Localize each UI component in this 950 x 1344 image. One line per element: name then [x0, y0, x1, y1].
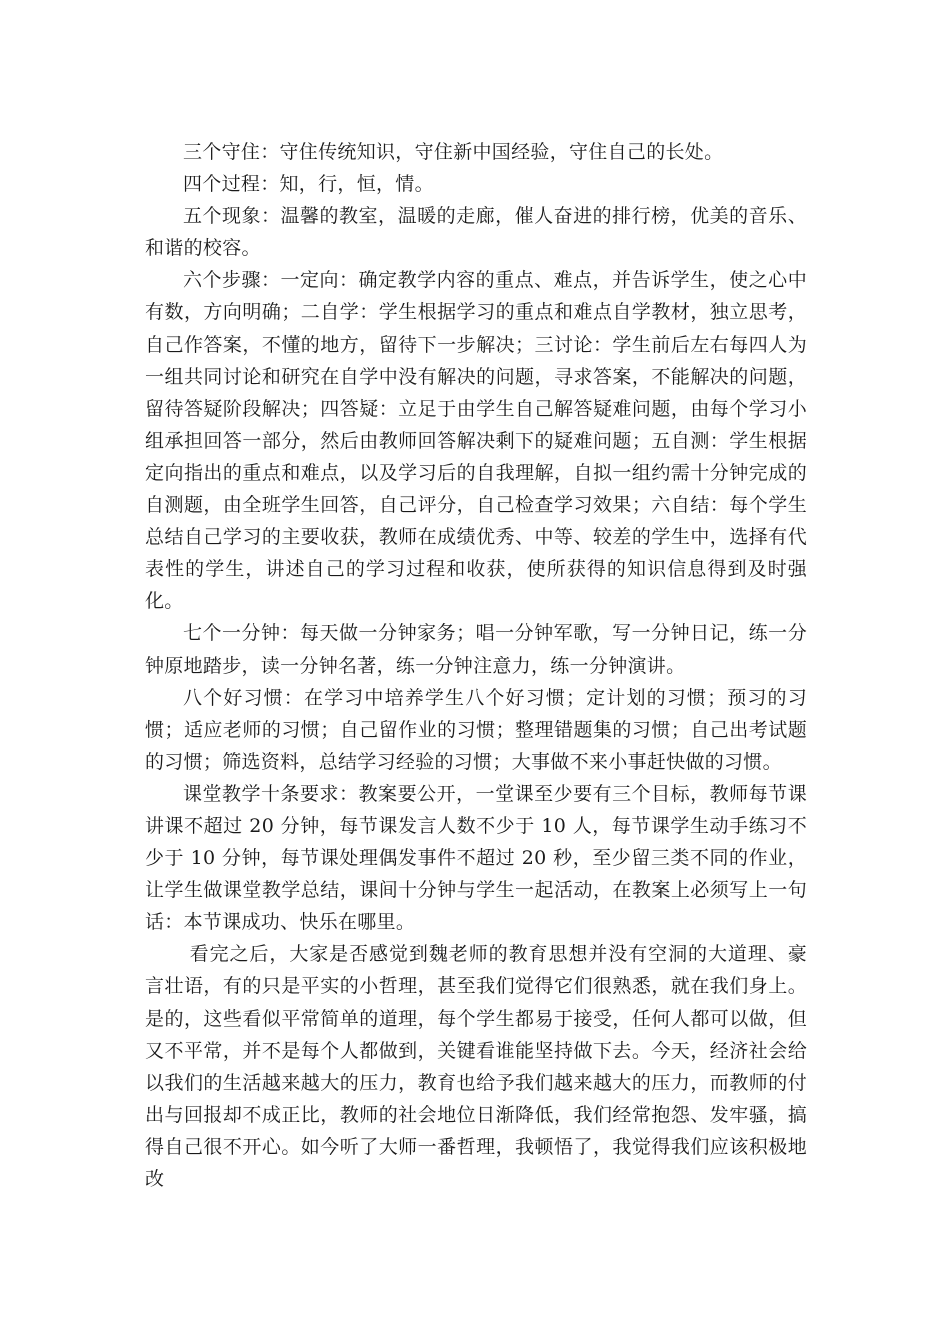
document-page [145, 136, 807, 1195]
paragraph-five-phenomena: 五个现象：温馨的教室，温暖的走廊，催人奋进的排行榜，优美的音乐、和谐的校容。 [145, 205, 807, 260]
paragraph-four-processes: 四个过程：知，行，恒，情。 [183, 173, 434, 196]
paragraph-three-keeps: 三个守住：守住传统知识，守住新中国经验，守住自己的长处。 [183, 141, 724, 163]
paragraph-eight-habits: 八个好习惯：在学习中培养学生八个好习惯；定计划的习惯；预习的习惯；适应老师的习惯；自己留作业的习惯；整理错题集的习惯；自己出考试题的习惯；筛选资料，总结学习经验的习惯；大事做不来小事赶快做的习惯。 [145, 686, 807, 773]
paragraph-ten-requirements: 课堂教学十条要求：教案要公开，一堂课至少要有三个目标，教师每节课讲课不超过 20 分钟，每节课发言人数不少于 10 人，每节课学生动手练习不少于 10 分钟，每节课处理偶发事件不超过 20 秒，至少留三类不同的作业，让学生做课堂教学总结，课间十分钟与学生一起活动，在教案上必须写上一句话：本节课成功、快乐在哪里。 [145, 782, 807, 934]
paragraph-six-steps: 六个步骤：一定向：确定教学内容的重点、难点，并告诉学生，使之心中有数，方向明确；二自学：学生根据学习的重点和难点自学教材，独立思考，自己作答案，不懂的地方，留待下一步解决；三讨论：学生前后左右每四人为一组共同讨论和研究在自学中没有解决的问题，寻求答案，不能解决的问题，留待答疑阶段解决；四答疑：立足于由学生自己解答疑难问题，由每个学习小组承担回答一部分，然后由教师回答解决剩下的疑难问题；五自测：学生根据定向指出的重点和难点，以及学习后的自我理解，自拟一组约需十分钟完成的自测题，由全班学生回答，自己评分，自己检查学习效果；六自结：每个学生总结自己学习的主要收获，教师在成绩优秀、中等、较差的学生中，选择有代表性的学生，讲述自己的学习过程和收获，使所获得的知识信息得到及时强化。 [145, 269, 807, 613]
paragraph-reflection: 看完之后，大家是否感觉到魏老师的教育思想并没有空洞的大道理、豪言壮语，有的只是平实的小哲理，甚至我们觉得它们很熟悉，就在我们身上。是的，这些看似平常简单的道理，每个学生都易于接受，任何人都可以做，但又不平常，并不是每个人都做到，关键看谁能坚持做下去。今天，经济社会给以我们的生活越来越大的压力，教育也给予我们越来越大的压力，而教师的付出与回报却不成正比，教师的社会地位日渐降低，我们经常抱怨、发牢骚，搞得自己很不开心。如今听了大师一番哲理，我顿悟了，我觉得我们应该积极地改 [145, 943, 807, 1190]
paragraph-seven-minutes: 七个一分钟：每天做一分钟家务；唱一分钟军歌，写一分钟日记，练一分钟原地踏步，读一分钟名著，练一分钟注意力，练一分钟演讲。 [145, 622, 807, 677]
